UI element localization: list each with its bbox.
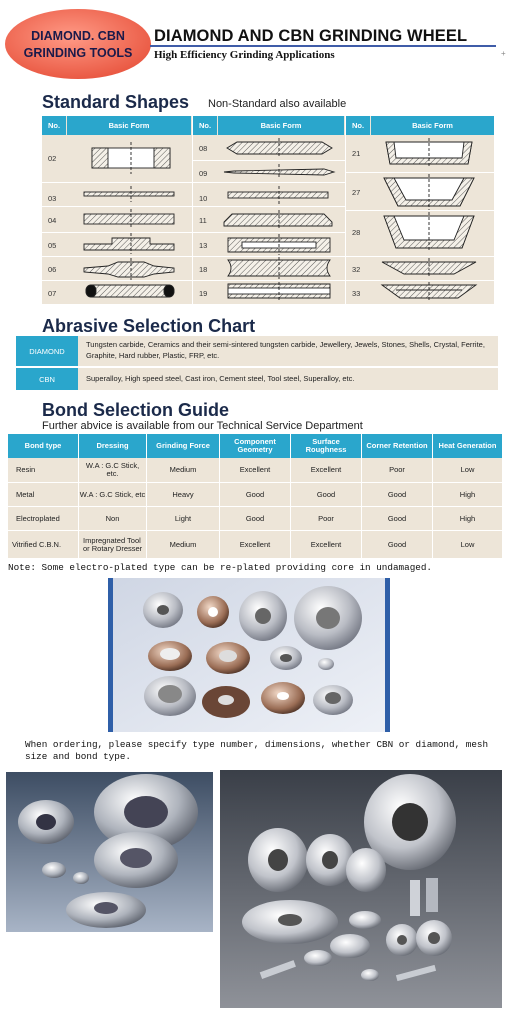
bond-header-corner-retention: Corner Retention — [362, 434, 432, 458]
bond-cell: Good — [387, 513, 407, 523]
product-photo-1-image — [108, 578, 390, 732]
shape-number: 27 — [352, 188, 361, 197]
standard-shapes-note: Non-Standard also available — [208, 98, 347, 110]
bond-cell: Poor — [389, 465, 405, 474]
shapes-header-no-2: No. — [193, 116, 217, 135]
bond-cell: Low — [460, 539, 475, 549]
bond-cell: Heavy — [172, 489, 194, 499]
shape-04-drawing — [84, 214, 174, 224]
shape-number: 08 — [199, 144, 208, 153]
product-photo-3 — [220, 770, 502, 1008]
bond-header-grinding-force: Grinding Force — [147, 434, 219, 458]
shape-number: 28 — [352, 228, 361, 237]
bond-cell: Non — [105, 513, 120, 523]
bond-cell: Good — [316, 489, 336, 499]
shape-number: 07 — [48, 289, 57, 298]
bond-cell: Medium — [169, 465, 197, 474]
abrasive-text: Tungsten carbide, Ceramics and their semi-sintered tungsten carbide, Jewellery, Jewels, Stones, Shells, Crystal, Ferrite, Graphite, Hard rubber, Plastic, FRP, etc. — [86, 340, 485, 360]
shape-02-drawing — [92, 142, 170, 174]
shape-number: 13 — [199, 241, 208, 250]
product-photo-2 — [6, 772, 218, 932]
shapes-header-form-2: Basic Form — [218, 116, 344, 135]
bond-cell: Excellent — [239, 465, 271, 474]
abrasive-row-cbn — [16, 368, 498, 390]
bond-header-bond-type: Bond type — [8, 434, 78, 458]
bond-note: Further abvice is available from our Technical Service Department — [42, 420, 363, 432]
shape-number: 03 — [48, 194, 57, 203]
abrasive-title: Abrasive Selection Chart — [42, 316, 256, 336]
bond-cell: Resin — [16, 465, 36, 474]
bond-cell: Impregnated Tool or Rotary Dresser — [83, 535, 143, 553]
bond-cell: Vitrified C.B.N. — [12, 539, 62, 549]
shape-drawings — [42, 116, 494, 304]
ordering-instructions: When ordering, please specify type number, dimensions, whether CBN or diamond, mesh size and bond type. — [25, 739, 489, 762]
abrasive-label: DIAMOND — [16, 336, 78, 366]
standard-shapes-table — [42, 116, 494, 304]
bond-cell: Good — [245, 513, 265, 523]
shape-number: 32 — [352, 265, 361, 274]
shape-number: 18 — [199, 265, 208, 274]
badge-line-2: GRINDING TOOLS — [23, 46, 133, 60]
shape-number: 04 — [48, 216, 57, 225]
brand-badge — [4, 8, 152, 80]
bond-cell: Excellent — [310, 539, 342, 549]
product-photo-3-image — [220, 770, 502, 1008]
shape-number: 05 — [48, 241, 57, 250]
abrasive-row-diamond — [16, 336, 498, 366]
bond-title: Bond Selection Guide — [42, 400, 230, 420]
shape-number: 02 — [48, 154, 57, 163]
product-photo-2-image — [6, 772, 218, 932]
page-title: DIAMOND AND CBN GRINDING WHEEL — [154, 27, 468, 45]
shapes-header-form-3: Basic Form — [371, 116, 494, 135]
shape-number: 11 — [199, 216, 207, 225]
shape-number: 09 — [199, 169, 208, 178]
bond-cell: Excellent — [239, 539, 271, 549]
shape-number: 10 — [199, 194, 208, 203]
shape-number: 33 — [352, 289, 361, 298]
shape-10-drawing — [228, 192, 328, 198]
product-photo-1 — [108, 578, 390, 732]
shape-33-drawing — [382, 285, 476, 298]
bond-header-heat-generation: Heat Generation — [433, 434, 502, 458]
shape-07-drawing — [86, 285, 174, 297]
badge-text — [4, 28, 152, 62]
standard-shapes-title: Standard Shapes — [42, 92, 190, 112]
bond-cell: Good — [387, 489, 407, 499]
edge-mark: + — [501, 49, 506, 58]
bond-cell: Medium — [169, 539, 197, 549]
shape-number: 21 — [352, 149, 361, 158]
shape-06-drawing — [84, 262, 174, 277]
bond-cell: High — [459, 513, 476, 523]
bond-cell: W.A : G.C Stick, etc. — [85, 461, 140, 478]
replating-note: Note: Some electro-plated type can be re-plated providing core in undamaged. — [8, 562, 433, 573]
badge-line-1: DIAMOND. CBN — [31, 29, 125, 43]
bond-cell: Light — [174, 513, 192, 523]
bond-cell: Metal — [16, 489, 35, 499]
shape-03-drawing — [84, 192, 174, 196]
shape-08-drawing — [227, 142, 332, 154]
bond-header-dressing: Dressing — [79, 434, 146, 458]
bond-header-component-geometry: Component Geometry — [220, 434, 290, 458]
shape-11-drawing — [224, 214, 332, 226]
bond-cell: W.A : G.C Stick, etc — [79, 489, 146, 499]
shapes-header-no-3: No. — [346, 116, 370, 135]
bond-cell: Excellent — [310, 465, 342, 474]
shape-05-drawing — [84, 238, 174, 250]
bond-header-surface-roughness: Surface Roughness — [291, 434, 361, 458]
abrasive-text: Superalloy, High speed steel, Cast iron, Cement steel, Tool steel, Superalloy, etc. — [86, 374, 355, 383]
shape-number: 06 — [48, 265, 57, 274]
bond-cell: Low — [460, 465, 475, 474]
shape-number: 19 — [199, 289, 208, 298]
abrasive-label: CBN — [16, 368, 78, 390]
page-subtitle: High Efficiency Grinding Applications — [154, 49, 335, 61]
bond-cell: Good — [387, 539, 407, 549]
shapes-header-no-1: No. — [42, 116, 66, 135]
bond-cell: High — [459, 489, 476, 499]
bond-cell: Electroplated — [16, 513, 60, 523]
bond-cell: Poor — [318, 513, 334, 523]
title-divider — [150, 45, 496, 47]
bond-cell: Good — [245, 489, 265, 499]
shapes-header-form-1: Basic Form — [67, 116, 191, 135]
